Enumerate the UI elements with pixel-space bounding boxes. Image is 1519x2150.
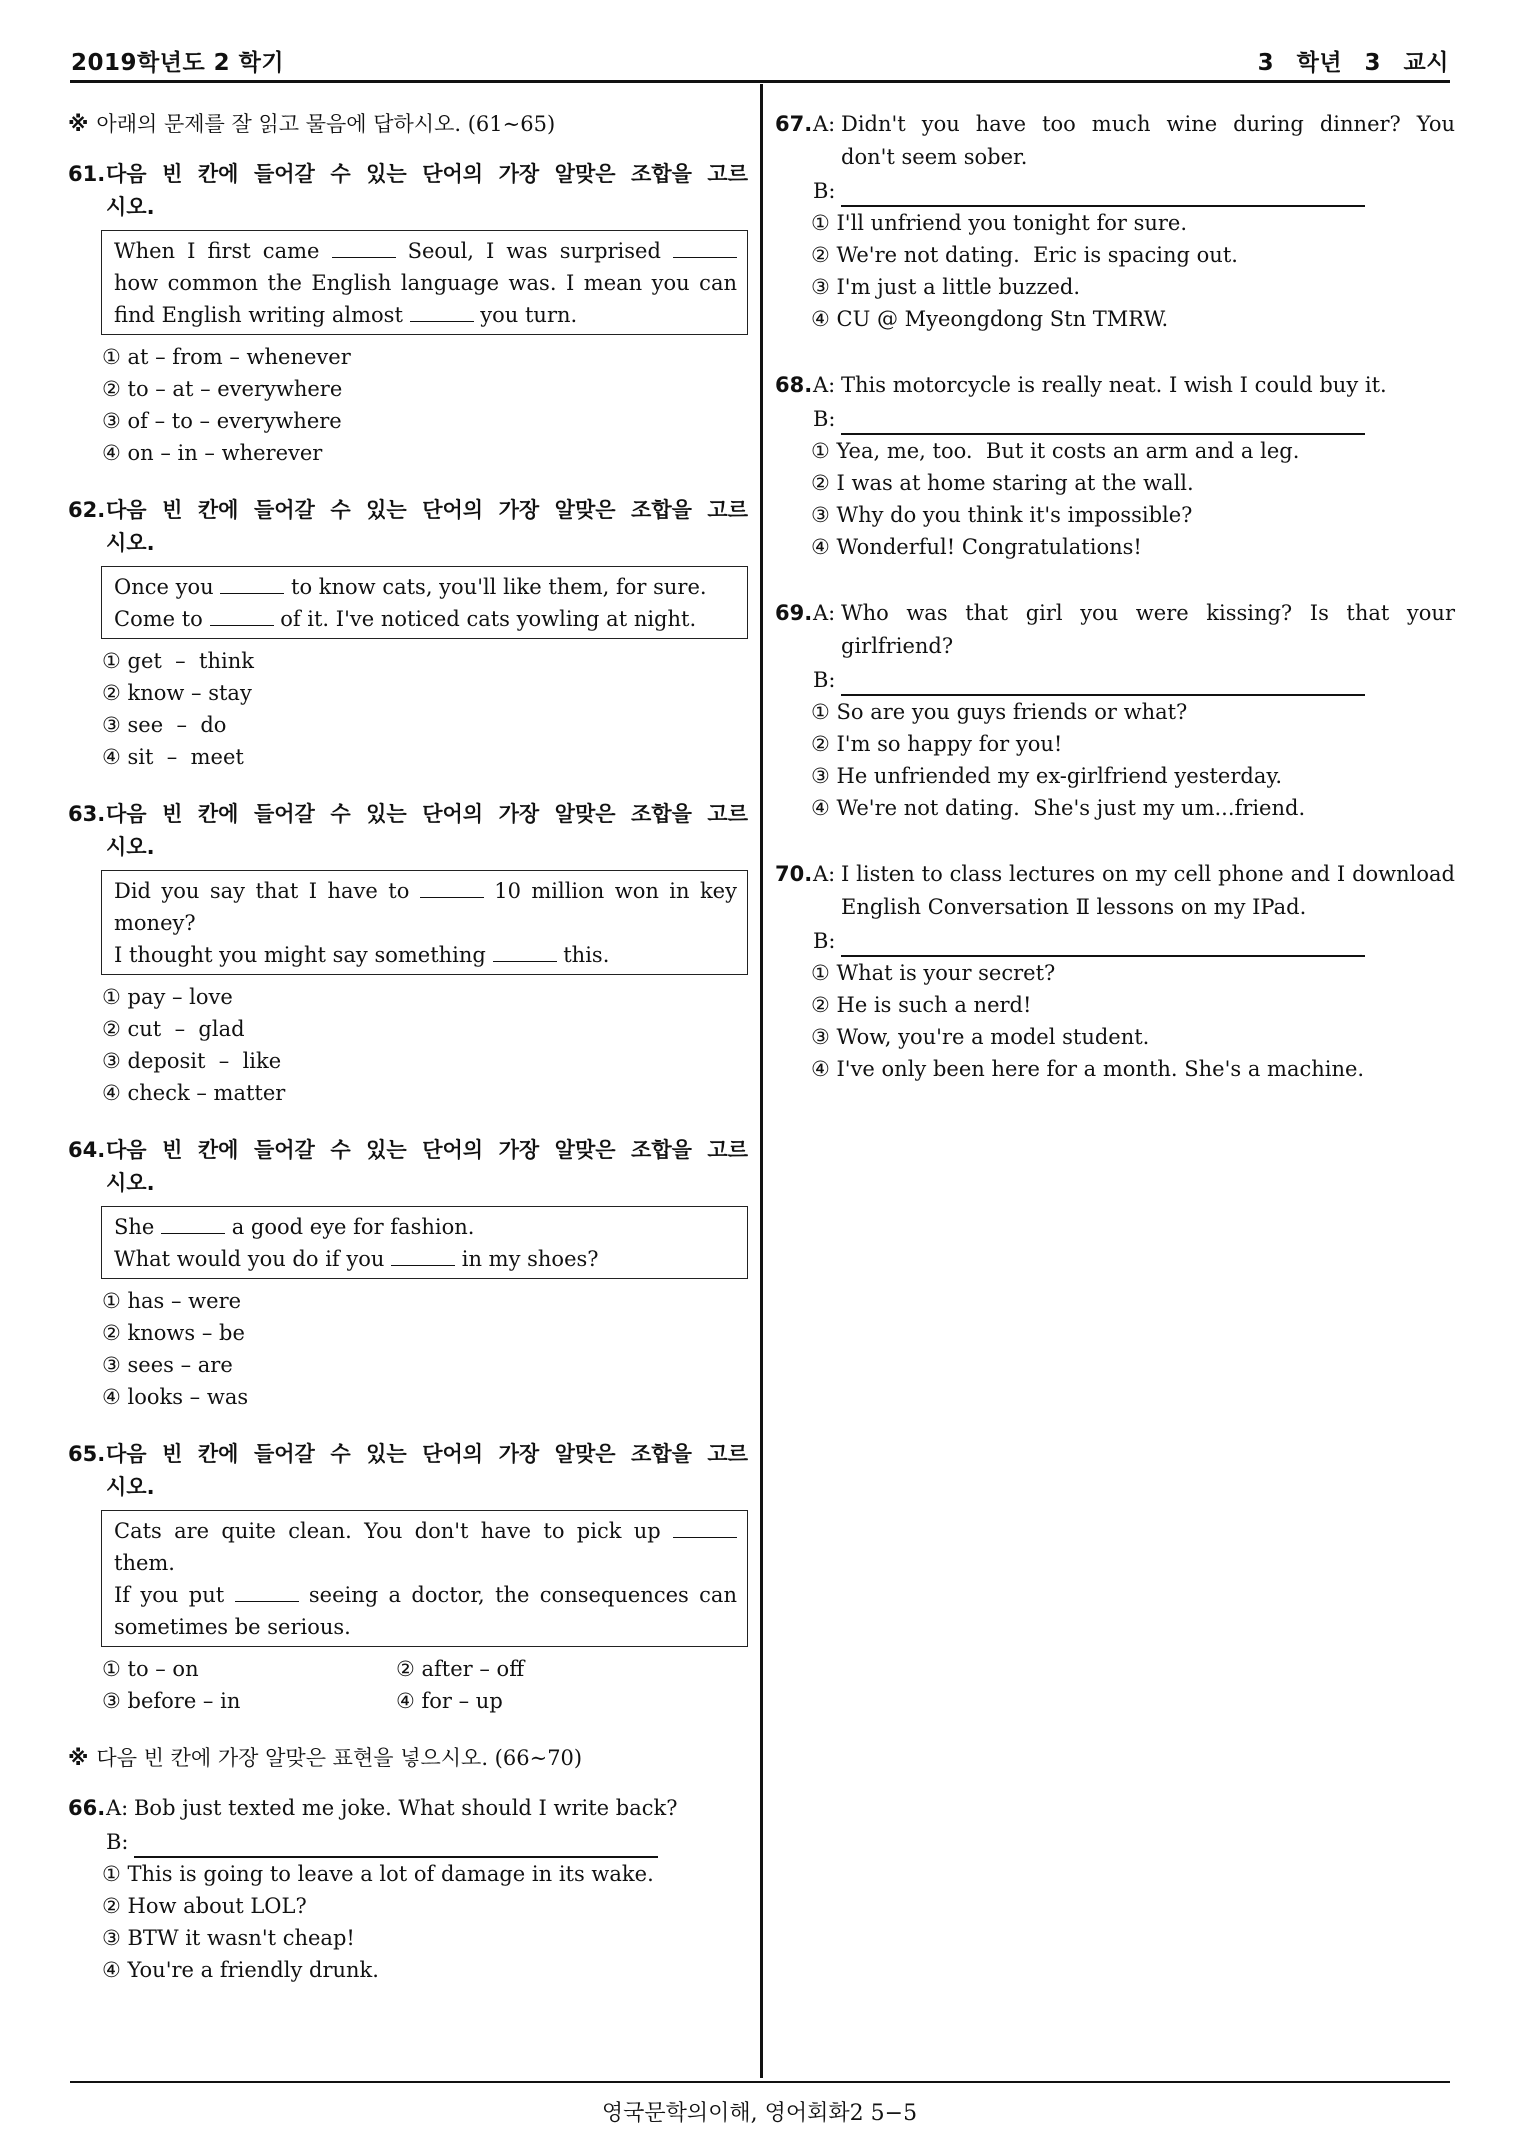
exam-year-semester: 2019학년도 2 학기 xyxy=(71,50,285,76)
question-prompt: 다음 빈 칸에 들어갈 수 있는 단어의 가장 알맞은 조합을 고르 시오. xyxy=(106,802,748,859)
option-2[interactable]: ② knows – be xyxy=(102,1321,245,1345)
passage-box: Cats are quite clean. You don't have to pick up them. If you put seeing a doctor, the consequences can sometimes be serious. xyxy=(101,1510,748,1647)
instruction-61-65: ※ 아래의 문제를 잘 읽고 물음에 답하시오. (61∼65) xyxy=(68,112,556,136)
speaker-a-line: I listen to class lectures on my cell phone and I download English Conversation Ⅱ lessons on my IPad. xyxy=(841,862,1455,919)
answer-options xyxy=(811,957,1455,1085)
option-4[interactable]: ④ check – matter xyxy=(102,1081,286,1105)
answer-blank xyxy=(841,409,1365,435)
option-4[interactable]: ④ You're a friendly drunk. xyxy=(102,1958,379,1982)
speaker-a-line: Bob just texted me joke. What should I write back? xyxy=(134,1796,678,1820)
speaker-a: A: xyxy=(106,1796,129,1820)
speaker-a: A: xyxy=(813,373,836,397)
option-3[interactable]: ③ of – to – everywhere xyxy=(102,409,342,433)
reference-mark-icon: ※ xyxy=(68,112,89,136)
answer-options xyxy=(102,1653,748,1717)
answer-options xyxy=(811,696,1455,824)
option-4[interactable]: ④ for – up xyxy=(396,1689,503,1713)
answer-options xyxy=(102,1858,748,1986)
question-69 xyxy=(775,597,1455,824)
instruction-66-70: ※ 다음 빈 칸에 가장 알맞은 표현을 넣으시오. (66∼70) xyxy=(68,1746,583,1770)
option-4[interactable]: ④ Wonderful! Congratulations! xyxy=(811,535,1142,559)
question-number: 68. xyxy=(775,373,813,397)
column-divider xyxy=(760,84,763,2078)
answer-options xyxy=(102,645,748,773)
question-66 xyxy=(68,1792,748,1986)
answer-options xyxy=(811,435,1455,563)
passage-box: She a good eye for fashion. What would you do if you in my shoes? xyxy=(101,1206,748,1279)
option-4[interactable]: ④ looks – was xyxy=(102,1385,249,1409)
question-number: 62. xyxy=(68,498,106,522)
option-1[interactable]: ① to – on xyxy=(102,1657,199,1681)
option-1[interactable]: ① This is going to leave a lot of damage in its wake. xyxy=(102,1862,654,1886)
reference-mark-icon: ※ xyxy=(68,1746,89,1770)
answer-options xyxy=(102,341,748,469)
speaker-b: B: xyxy=(106,1830,129,1854)
speaker-b: B: xyxy=(813,929,836,953)
top-rule xyxy=(70,80,1450,83)
speaker-a-line: Who was that girl you were kissing? Is that your girlfriend? xyxy=(841,601,1455,658)
answer-options xyxy=(811,207,1455,335)
option-2[interactable]: ② cut – glad xyxy=(102,1017,245,1041)
answer-blank xyxy=(134,1832,658,1858)
question-65 xyxy=(68,1438,748,1717)
question-prompt: 다음 빈 칸에 들어갈 수 있는 단어의 가장 알맞은 조합을 고르 시오. xyxy=(106,162,748,219)
question-number: 66. xyxy=(68,1796,106,1820)
question-prompt: 다음 빈 칸에 들어갈 수 있는 단어의 가장 알맞은 조합을 고르 시오. xyxy=(106,498,748,555)
right-column xyxy=(775,108,1455,1110)
option-4[interactable]: ④ We're not dating. She's just my um...friend. xyxy=(811,796,1306,820)
option-3[interactable]: ③ see – do xyxy=(102,713,227,737)
option-3[interactable]: ③ He unfriended my ex-girlfriend yesterday. xyxy=(811,764,1283,788)
option-2[interactable]: ② He is such a nerd! xyxy=(811,993,1032,1017)
question-number: 67. xyxy=(775,112,813,136)
option-1[interactable]: ① What is your secret? xyxy=(811,961,1056,985)
question-number: 70. xyxy=(775,862,813,886)
speaker-b: B: xyxy=(813,668,836,692)
option-3[interactable]: ③ sees – are xyxy=(102,1353,233,1377)
answer-options xyxy=(102,981,748,1109)
option-1[interactable]: ① So are you guys friends or what? xyxy=(811,700,1188,724)
question-prompt: 다음 빈 칸에 들어갈 수 있는 단어의 가장 알맞은 조합을 고르 시오. xyxy=(106,1138,748,1195)
question-number: 63. xyxy=(68,802,106,826)
option-4[interactable]: ④ I've only been here for a month. She's a machine. xyxy=(811,1057,1365,1081)
bottom-rule xyxy=(70,2081,1450,2083)
option-1[interactable]: ① get – think xyxy=(102,649,254,673)
option-4[interactable]: ④ sit – meet xyxy=(102,745,244,769)
speaker-a: A: xyxy=(813,112,836,136)
speaker-a-line: Didn't you have too much wine during dinner? You don't seem sober. xyxy=(841,112,1455,169)
option-2[interactable]: ② How about LOL? xyxy=(102,1894,307,1918)
question-64 xyxy=(68,1134,748,1413)
question-number: 61. xyxy=(68,162,106,186)
option-1[interactable]: ① I'll unfriend you tonight for sure. xyxy=(811,211,1188,235)
passage-box: Once you to know cats, you'll like them, for sure. Come to of it. I've noticed cats yowling at night. xyxy=(101,566,748,639)
passage-box: When I first came Seoul, I was surprised how common the English language was. I mean you can find English writing almost you turn. xyxy=(101,230,748,335)
speaker-b: B: xyxy=(813,179,836,203)
option-2[interactable]: ② We're not dating. Eric is spacing out. xyxy=(811,243,1238,267)
question-number: 65. xyxy=(68,1442,106,1466)
question-number: 64. xyxy=(68,1138,106,1162)
answer-options xyxy=(102,1285,748,1413)
speaker-a-line: This motorcycle is really neat. I wish I could buy it. xyxy=(841,373,1387,397)
speaker-b: B: xyxy=(813,407,836,431)
option-3[interactable]: ③ before – in xyxy=(102,1689,241,1713)
option-1[interactable]: ① pay – love xyxy=(102,985,233,1009)
answer-blank xyxy=(841,931,1365,957)
option-2[interactable]: ② know – stay xyxy=(102,681,252,705)
option-1[interactable]: ① has – were xyxy=(102,1289,242,1313)
question-63 xyxy=(68,798,748,1109)
option-3[interactable]: ③ I'm just a little buzzed. xyxy=(811,275,1081,299)
question-prompt: 다음 빈 칸에 들어갈 수 있는 단어의 가장 알맞은 조합을 고르 시오. xyxy=(106,1442,748,1499)
option-1[interactable]: ① Yea, me, too. But it costs an arm and a leg. xyxy=(811,439,1300,463)
option-3[interactable]: ③ Why do you think it's impossible? xyxy=(811,503,1193,527)
left-column xyxy=(68,108,748,2011)
page-footer: 영국문학의이해, 영어회화2 5−5 xyxy=(601,2101,918,2126)
question-number: 69. xyxy=(775,601,813,625)
grade-period: 3 학년 3 교시 xyxy=(1257,50,1449,76)
option-1[interactable]: ① at – from – whenever xyxy=(102,345,351,369)
option-4[interactable]: ④ on – in – wherever xyxy=(102,441,323,465)
question-70 xyxy=(775,858,1455,1085)
option-3[interactable]: ③ BTW it wasn't cheap! xyxy=(102,1926,355,1950)
option-2[interactable]: ② to – at – everywhere xyxy=(102,377,343,401)
question-68 xyxy=(775,369,1455,563)
question-67 xyxy=(775,108,1455,335)
answer-blank xyxy=(841,181,1365,207)
question-62 xyxy=(68,494,748,773)
option-2[interactable]: ② I'm so happy for you! xyxy=(811,732,1063,756)
answer-blank xyxy=(841,670,1365,696)
option-4[interactable]: ④ CU @ Myeongdong Stn TMRW. xyxy=(811,307,1169,331)
speaker-a: A: xyxy=(813,862,836,886)
option-3[interactable]: ③ deposit – like xyxy=(102,1049,282,1073)
passage-box: Did you say that I have to 10 million won in key money? I thought you might say something this. xyxy=(101,870,748,975)
option-3[interactable]: ③ Wow, you're a model student. xyxy=(811,1025,1150,1049)
speaker-a: A: xyxy=(813,601,836,625)
option-2[interactable]: ② I was at home staring at the wall. xyxy=(811,471,1194,495)
option-2[interactable]: ② after – off xyxy=(396,1657,525,1681)
question-61 xyxy=(68,158,748,469)
